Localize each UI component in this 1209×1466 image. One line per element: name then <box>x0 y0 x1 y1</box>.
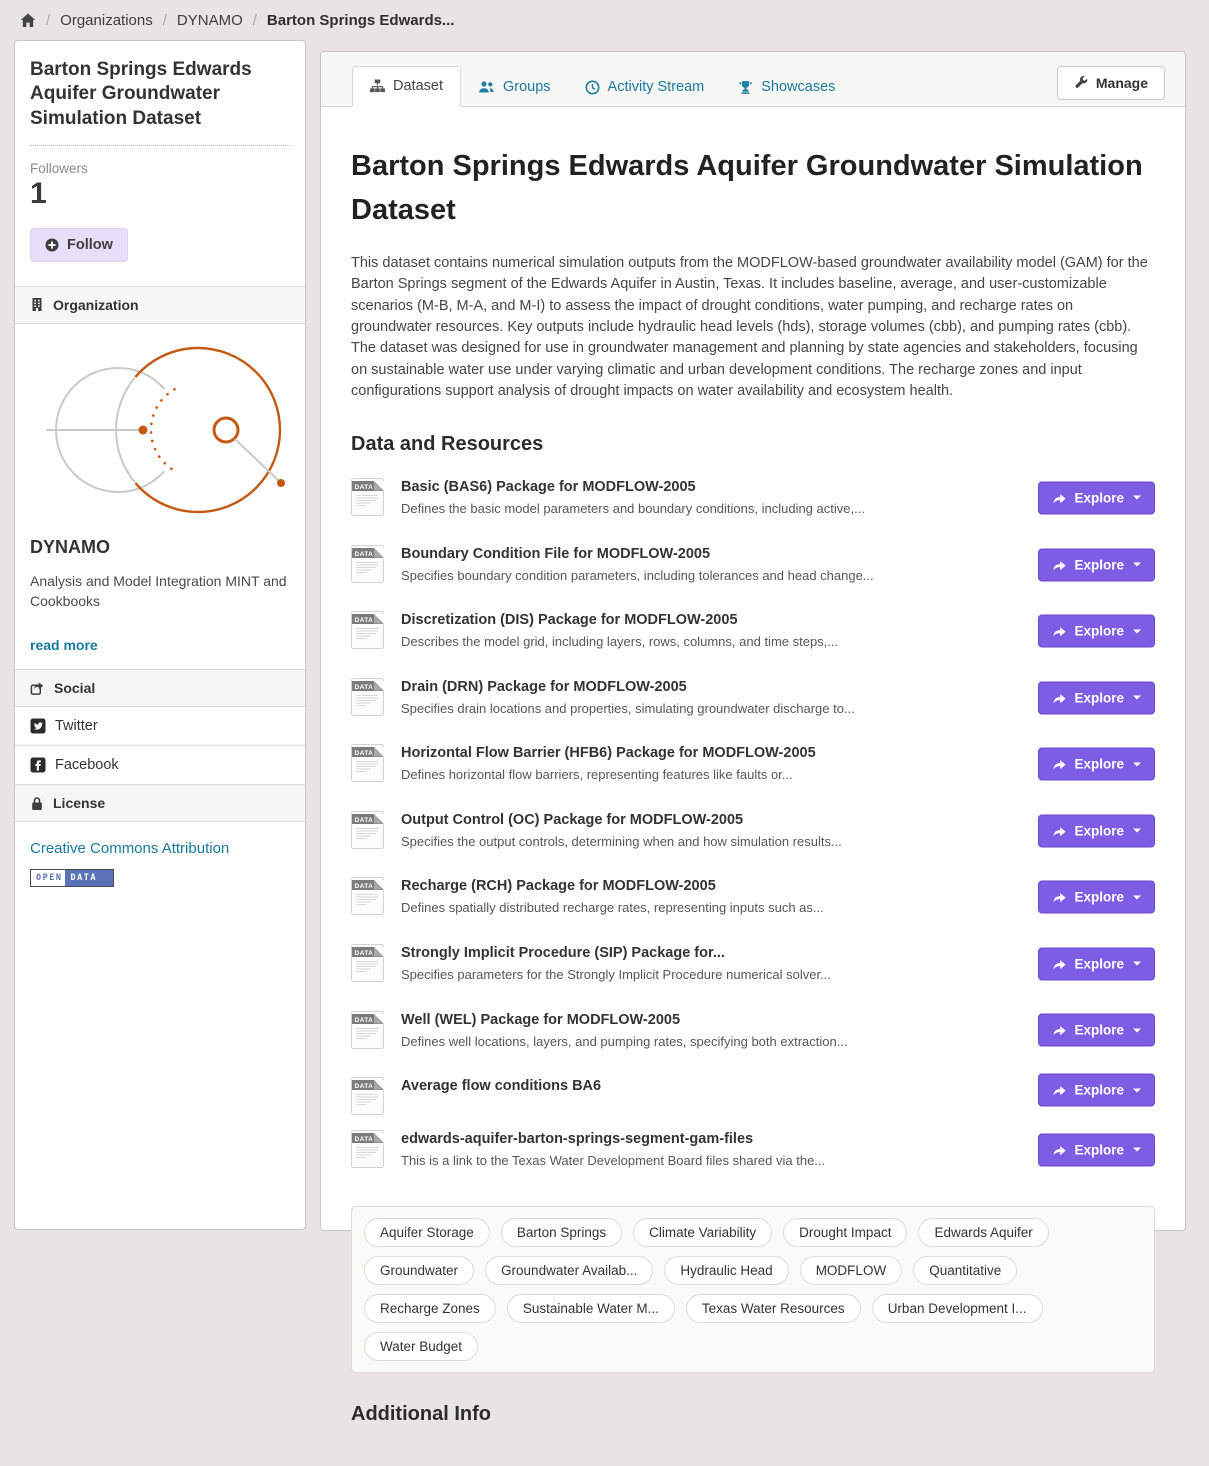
twitter-icon <box>30 718 46 734</box>
data-file-icon <box>351 1130 384 1168</box>
forward-arrow-icon <box>1052 691 1067 704</box>
forward-arrow-icon <box>1052 1143 1067 1156</box>
resource-description: Specifies parameters for the Strongly Implicit Procedure numerical solver... <box>401 967 831 983</box>
forward-arrow-icon <box>1052 1084 1067 1097</box>
resource-title-link[interactable]: Horizontal Flow Barrier (HFB6) Package for MODFLOW-2005 <box>401 745 816 762</box>
explore-button-label: Explore <box>1074 889 1124 905</box>
resource-item <box>351 602 1155 660</box>
facebook-icon <box>30 757 46 773</box>
data-and-resources-heading: Data and Resources <box>351 433 544 456</box>
open-data-badge[interactable] <box>30 869 114 887</box>
explore-button-label: Explore <box>1074 1082 1124 1098</box>
explore-button-label: Explore <box>1074 557 1124 572</box>
resource-item <box>351 935 1155 993</box>
forward-arrow-icon <box>1052 758 1067 771</box>
manage-button[interactable] <box>1057 66 1165 100</box>
tab-dataset[interactable] <box>352 66 461 107</box>
explore-button[interactable] <box>1038 814 1155 847</box>
organization-header-label: Organization <box>53 296 139 313</box>
read-more-link[interactable]: read more <box>30 637 98 654</box>
resource-item <box>351 868 1155 926</box>
data-file-icon <box>351 1077 384 1115</box>
breadcrumb-organizations[interactable]: Organizations <box>60 12 153 29</box>
svg-text:DATA: DATA <box>354 883 374 891</box>
tag-pill[interactable]: Climate Variability <box>633 1218 772 1247</box>
clock-icon <box>585 80 600 95</box>
explore-button-label: Explore <box>1074 756 1124 772</box>
tab-groups-label: Groups <box>502 79 551 95</box>
explore-button[interactable] <box>1038 1133 1155 1166</box>
data-file-icon <box>351 877 384 915</box>
svg-text:DATA: DATA <box>354 683 374 691</box>
organization-description: Analysis and Model Integration MINT and Cookbooks <box>30 572 287 609</box>
social-header-label: Social <box>54 680 96 697</box>
explore-button[interactable] <box>1038 1074 1155 1107</box>
building-icon <box>30 297 44 312</box>
svg-text:DATA: DATA <box>354 1135 374 1143</box>
social-section-header <box>15 669 305 707</box>
resource-item <box>351 469 1155 527</box>
data-file-icon <box>351 545 384 583</box>
explore-button[interactable] <box>1038 615 1155 648</box>
resource-title-link[interactable]: Drain (DRN) Package for MODFLOW-2005 <box>401 678 687 695</box>
breadcrumb-separator: / <box>46 12 51 29</box>
forward-arrow-icon <box>1052 1024 1067 1037</box>
wrench-icon <box>1074 76 1088 90</box>
tag-pill[interactable]: Sustainable Water M... <box>507 1294 675 1323</box>
caret-down-icon <box>1133 962 1141 966</box>
tag-pill[interactable]: MODFLOW <box>800 1256 903 1285</box>
followers-label: Followers <box>30 160 88 176</box>
breadcrumb-dynamo[interactable]: DYNAMO <box>176 12 243 29</box>
tag-pill[interactable]: Aquifer Storage <box>364 1218 490 1247</box>
home-icon[interactable] <box>20 13 36 28</box>
resource-body <box>401 943 995 984</box>
dynamo-logo[interactable] <box>30 336 290 524</box>
explore-button[interactable] <box>1038 947 1155 980</box>
svg-text:DATA: DATA <box>354 617 374 625</box>
page-layout <box>0 40 1209 1425</box>
resource-body <box>401 743 995 784</box>
license-section-header <box>15 784 305 822</box>
tab-activity-stream[interactable] <box>568 68 722 107</box>
svg-text:DATA: DATA <box>354 816 374 824</box>
open-data-badge-data: DATA <box>65 870 112 886</box>
resource-body <box>401 1129 995 1170</box>
tag-pill[interactable]: Hydraulic Head <box>664 1256 788 1285</box>
tag-pill[interactable]: Water Budget <box>364 1332 478 1361</box>
caret-down-icon <box>1133 895 1141 899</box>
resource-body <box>401 810 995 851</box>
tag-pill[interactable]: Barton Springs <box>501 1218 622 1247</box>
followers-block <box>15 146 305 211</box>
resource-item <box>351 1002 1155 1060</box>
follow-button[interactable] <box>30 228 128 262</box>
explore-button-label: Explore <box>1074 956 1124 972</box>
open-data-badge-open: OPEN <box>31 870 65 886</box>
resource-body <box>401 1010 995 1051</box>
sitemap-icon <box>370 79 385 93</box>
resource-item <box>351 1068 1155 1112</box>
forward-arrow-icon <box>1052 891 1067 904</box>
caret-down-icon <box>1133 1148 1141 1152</box>
sidebar <box>14 40 306 1230</box>
data-file-icon <box>351 944 384 982</box>
resource-title-link[interactable]: Well (WEL) Package for MODFLOW-2005 <box>401 1011 681 1028</box>
license-link[interactable]: Creative Commons Attribution <box>30 840 230 858</box>
forward-arrow-icon <box>1052 957 1067 970</box>
resource-item <box>351 1121 1155 1179</box>
main-content <box>321 107 1185 1466</box>
users-icon <box>478 80 495 94</box>
page-title: Barton Springs Edwards Aquifer Groundwater Simulation Dataset <box>351 150 1143 226</box>
forward-arrow-icon <box>1052 824 1067 837</box>
data-file-icon <box>351 1011 384 1049</box>
data-file-icon <box>351 611 384 649</box>
lock-icon <box>30 796 44 811</box>
resource-description: Defines the basic model parameters and boundary conditions, including active,... <box>401 501 865 517</box>
resource-body <box>401 477 995 518</box>
resource-item <box>351 536 1155 594</box>
resource-title-link[interactable]: Recharge (RCH) Package for MODFLOW-2005 <box>401 878 716 895</box>
tab-showcases-label: Showcases <box>761 79 836 95</box>
main-card <box>320 51 1186 1425</box>
data-file-icon <box>351 478 384 516</box>
organization-block <box>15 324 305 669</box>
resource-item <box>351 669 1155 727</box>
followers-count: 1 <box>30 176 47 210</box>
organization-section-header <box>15 286 305 324</box>
caret-down-icon <box>1133 563 1141 567</box>
facebook-label: Facebook <box>55 757 119 774</box>
resource-title-link[interactable]: Boundary Condition File for MODFLOW-2005 <box>401 545 711 562</box>
license-block <box>15 822 305 905</box>
resource-description: Defines well locations, layers, and pumping rates, specifying both extraction... <box>401 1033 848 1049</box>
resource-item <box>351 735 1155 793</box>
resource-description: Specifies boundary condition parameters, including tolerances and head change... <box>401 567 874 583</box>
explore-button[interactable] <box>1038 548 1155 581</box>
explore-button[interactable] <box>1038 681 1155 714</box>
additional-info-heading: Additional Info <box>351 1402 491 1425</box>
resource-body <box>401 677 995 718</box>
tab-showcases[interactable] <box>721 68 852 107</box>
tab-bar <box>321 52 1185 107</box>
resource-body <box>401 544 995 585</box>
resource-title-link[interactable]: Average flow conditions BA6 <box>401 1078 602 1095</box>
resource-body <box>401 876 995 917</box>
forward-arrow-icon <box>1052 558 1067 571</box>
explore-button[interactable] <box>1038 748 1155 781</box>
explore-button-label: Explore <box>1074 623 1124 639</box>
sidebar-dataset-title: Barton Springs Edwards Aquifer Groundwater Simulation Dataset <box>30 59 252 129</box>
resource-title-link[interactable]: Basic (BAS6) Package for MODFLOW-2005 <box>401 479 696 496</box>
caret-down-icon <box>1133 496 1141 500</box>
tag-pill[interactable]: Drought Impact <box>783 1218 907 1247</box>
social-link-twitter[interactable] <box>15 707 305 745</box>
resource-body <box>401 1076 995 1097</box>
data-file-icon <box>351 811 384 849</box>
resource-title-link[interactable]: Strongly Implicit Procedure (SIP) Package for... <box>401 945 725 962</box>
social-link-facebook[interactable] <box>15 745 305 784</box>
svg-text:DATA: DATA <box>354 949 374 957</box>
caret-down-icon <box>1133 629 1141 633</box>
organization-name: DYNAMO <box>30 536 110 557</box>
data-file-icon <box>351 744 384 782</box>
caret-down-icon <box>1133 1088 1141 1092</box>
breadcrumb-current-dataset[interactable]: Barton Springs Edwards... <box>266 12 455 29</box>
resource-description: Defines horizontal flow barriers, representing features like faults or... <box>401 767 793 783</box>
resource-description: Describes the model grid, including layers, rows, columns, and time steps,... <box>401 634 839 650</box>
resource-title-link[interactable]: Output Control (OC) Package for MODFLOW-2005 <box>401 811 744 828</box>
explore-button[interactable] <box>1038 1014 1155 1047</box>
tab-activity-stream-label: Activity Stream <box>607 79 705 95</box>
twitter-label: Twitter <box>55 718 98 735</box>
tab-groups[interactable] <box>461 68 568 107</box>
resource-list <box>351 469 1155 1178</box>
resource-description: This is a link to the Texas Water Development Board files shared via the... <box>401 1153 826 1169</box>
resource-body <box>401 610 995 651</box>
caret-down-icon <box>1133 829 1141 833</box>
forward-arrow-icon <box>1052 491 1067 504</box>
breadcrumb-separator: / <box>252 12 257 29</box>
explore-button-label: Explore <box>1074 690 1124 706</box>
trophy-icon <box>738 80 753 95</box>
explore-button[interactable] <box>1038 881 1155 914</box>
explore-button-label: Explore <box>1074 490 1124 506</box>
svg-text:DATA: DATA <box>354 750 374 758</box>
tag-pill[interactable]: Groundwater <box>364 1256 474 1285</box>
breadcrumb <box>0 0 1209 40</box>
svg-text:DATA: DATA <box>354 1082 374 1090</box>
svg-text:DATA: DATA <box>354 550 374 558</box>
caret-down-icon <box>1133 1028 1141 1032</box>
tag-pill[interactable]: Texas Water Resources <box>686 1294 861 1323</box>
tab-dataset-label: Dataset <box>393 78 443 94</box>
resource-description: Defines spatially distributed recharge rates, representing inputs such as... <box>401 900 824 916</box>
resource-item <box>351 802 1155 860</box>
follow-button-label: Follow <box>67 236 113 253</box>
tag-pill[interactable]: Quantitative <box>913 1256 1017 1285</box>
explore-button-label: Explore <box>1074 1142 1124 1158</box>
tag-pill[interactable]: Urban Development I... <box>872 1294 1043 1323</box>
resource-description: Specifies drain locations and properties, simulating groundwater discharge to... <box>401 700 855 716</box>
share-icon <box>30 681 45 696</box>
explore-button[interactable] <box>1038 481 1155 514</box>
plus-circle-icon <box>45 238 59 252</box>
resource-description: Specifies the output controls, determining when and how simulation results... <box>401 833 842 849</box>
forward-arrow-icon <box>1052 625 1067 638</box>
explore-button-label: Explore <box>1074 1022 1124 1038</box>
svg-text:DATA: DATA <box>354 1016 374 1024</box>
tags-panel <box>351 1206 1155 1373</box>
tag-pill[interactable]: Edwards Aquifer <box>918 1218 1048 1247</box>
manage-button-label: Manage <box>1095 75 1148 91</box>
resource-title-link[interactable]: Discretization (DIS) Package for MODFLOW-2005 <box>401 612 738 629</box>
tag-pill[interactable]: Groundwater Availab... <box>485 1256 653 1285</box>
breadcrumb-separator: / <box>162 12 167 29</box>
caret-down-icon <box>1133 696 1141 700</box>
explore-button-label: Explore <box>1074 823 1124 839</box>
dataset-description: This dataset contains numerical simulation outputs from the MODFLOW-based groundwater availability model (GAM) for the Barton Springs segment of the Edwards Aquifer in Austin, Texas. It includes baseline, average, and user-customizable scenarios (M-B, M-A, and M-I) to assess the impact of drought conditions, water pumping, and recharge rates on groundwater resources. Key outputs include hydraulic head levels (hds), storage volumes (cbb), and pumping rates (cbb). The dataset was designed for use in groundwater management and planning by state agencies and stakeholders, focusing on sustainable water use under varying climatic and urban development conditions. The recharge zones and input configurations support analysis of drought impacts on water availability and ecosystem health. <box>351 255 1148 399</box>
tag-pill[interactable]: Recharge Zones <box>364 1294 496 1323</box>
license-header-label: License <box>53 795 106 812</box>
svg-text:DATA: DATA <box>354 483 374 491</box>
resource-title-link[interactable]: edwards-aquifer-barton-springs-segment-gam-files <box>401 1131 754 1148</box>
caret-down-icon <box>1133 762 1141 766</box>
data-file-icon <box>351 678 384 716</box>
